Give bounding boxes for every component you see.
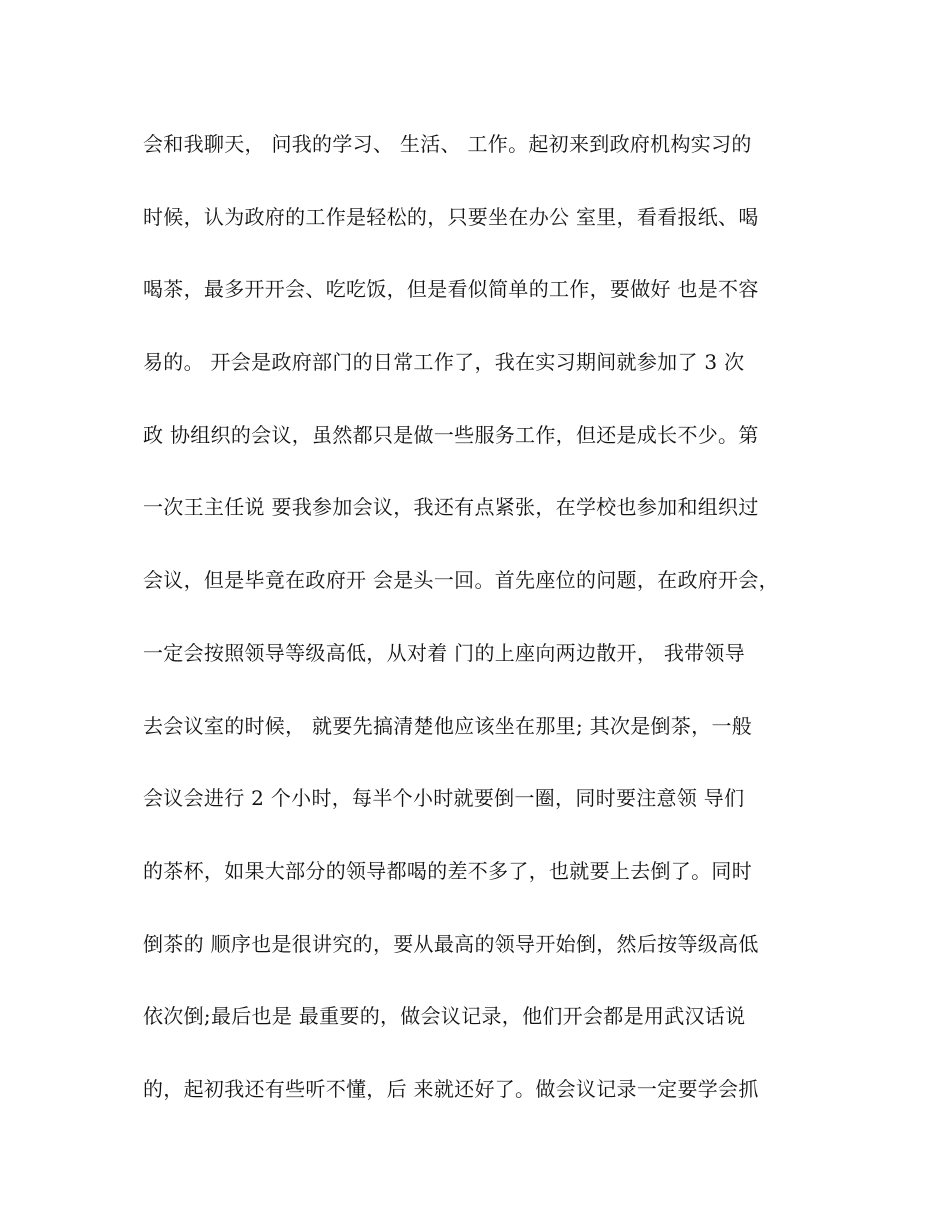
text-line-2: 时候，认为政府的工作是轻松的，只要坐在办公 室里，看看报纸、喝	[143, 204, 759, 229]
text-line-13: 依次倒;最后也是 最重要的，做会议记录，他们开会都是用武汉话说	[143, 1004, 746, 1029]
text-line-5: 政 协组织的会议，虽然都只是做一些服务工作，但还是成长不少。第	[143, 422, 759, 447]
text-line-11: 的茶杯，如果大部分的领导都喝的差不多了，也就要上去倒了。同时	[143, 858, 752, 883]
text-line-7: 会议，但是毕竟在政府开 会是头一回。首先座位的问题，在政府开会，	[143, 568, 779, 593]
text-line-10: 会议会进行 2 个小时，每半个小时就要倒一圈，同时要注意领 导们	[143, 786, 745, 811]
body-text	[143, 126, 823, 1144]
text-line-6: 一次王主任说 要我参加会议，我还有点紧张，在学校也参加和组织过	[143, 495, 759, 520]
text-line-3: 喝茶，最多开开会、吃吃饭，但是看似简单的工作，要做好 也是不容	[143, 277, 759, 302]
text-line-4: 易的。 开会是政府部门的日常工作了，我在实习期间就参加了 3 次	[143, 350, 745, 375]
text-line-12: 倒茶的 顺序也是很讲究的，要从最高的领导开始倒，然后按等级高低	[143, 931, 759, 956]
text-line-14: 的，起初我还有些听不懂，后 来就还好了。做会议记录一定要学会抓	[143, 1076, 759, 1101]
text-line-9: 去会议室的时候， 就要先搞清楚他应该坐在那里; 其次是倒茶，一般	[143, 713, 753, 738]
text-line-8: 一定会按照领导等级高低，从对着 门的上座向两边散开， 我带领导	[143, 640, 746, 665]
text-line-1: 会和我聊天， 问我的学习、 生活、 工作。起初来到政府机构实习的	[143, 132, 752, 156]
